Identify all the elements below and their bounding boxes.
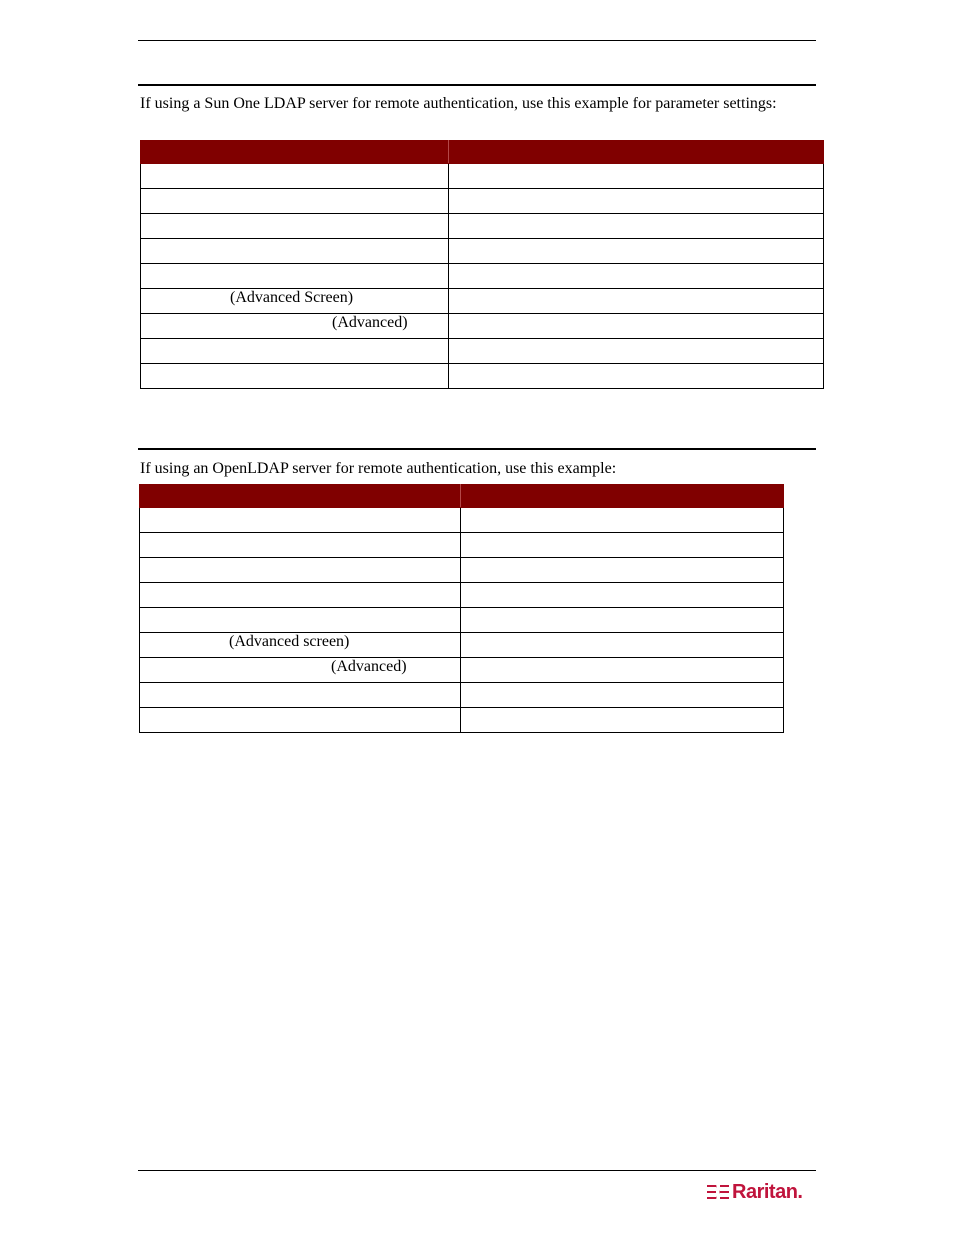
table-row [140,508,784,533]
table-cell [461,533,784,558]
table-cell [461,608,784,633]
table-row [140,533,784,558]
page-header-rule [138,40,816,41]
table-cell [141,364,449,389]
table-row [141,164,824,189]
table-cell [140,708,461,733]
table-header-row [141,141,824,164]
table-row [141,189,824,214]
table-cell [461,558,784,583]
table-cell [140,658,461,683]
table-header-row [140,485,784,508]
table-row [140,708,784,733]
table-cell [140,508,461,533]
table-cell [449,189,824,214]
table-cell [461,508,784,533]
table-row [140,558,784,583]
table-cell [140,683,461,708]
table-cell [140,583,461,608]
table-row [141,239,824,264]
raritan-logo-text: Raritan. [732,1181,803,1203]
table-row [141,289,824,314]
table-cell [461,583,784,608]
table-cell [141,189,449,214]
column-header-parameter [140,485,461,508]
table-row [141,339,824,364]
raritan-logo [706,1180,816,1204]
table-row [140,683,784,708]
table-cell [449,339,824,364]
section2-rule [138,448,816,450]
openldap-table [139,484,784,733]
table-cell [461,683,784,708]
table-cell [141,214,449,239]
column-header-parameter [141,141,449,164]
advanced-note: (Advanced) [331,658,407,675]
table-cell [140,633,461,658]
table-cell [449,364,824,389]
section1-intro: If using a Sun One LDAP server for remote authentication, use this example for parameter settings: [140,95,777,112]
table-cell [449,289,824,314]
table-cell [140,558,461,583]
column-header-value [449,141,824,164]
table-row [140,608,784,633]
section2-intro: If using an OpenLDAP server for remote authentication, use this example: [140,460,617,477]
table-cell [449,239,824,264]
table-cell [141,164,449,189]
table-cell [141,264,449,289]
table-cell [449,314,824,339]
table-cell [140,533,461,558]
table-cell [141,239,449,264]
table-row [140,583,784,608]
advanced-note: (Advanced) [332,314,408,331]
section1-rule [138,84,816,86]
column-header-value [461,485,784,508]
raritan-mark-icon [706,1180,730,1204]
table-cell [461,633,784,658]
table-row [141,264,824,289]
table-row [141,214,824,239]
table-cell [141,289,449,314]
table-cell [449,164,824,189]
table-row [140,658,784,683]
table-cell [140,608,461,633]
table-cell [141,314,449,339]
table-row [140,633,784,658]
table-cell [449,264,824,289]
advanced-screen-note: (Advanced screen) [229,633,350,650]
table-cell [449,214,824,239]
table-cell [461,708,784,733]
table-cell [461,658,784,683]
table-row [141,364,824,389]
sun-one-ldap-table [140,140,824,389]
advanced-screen-note: (Advanced Screen) [230,289,354,306]
table-cell [141,339,449,364]
page-footer-rule [138,1170,816,1171]
table-row [141,314,824,339]
